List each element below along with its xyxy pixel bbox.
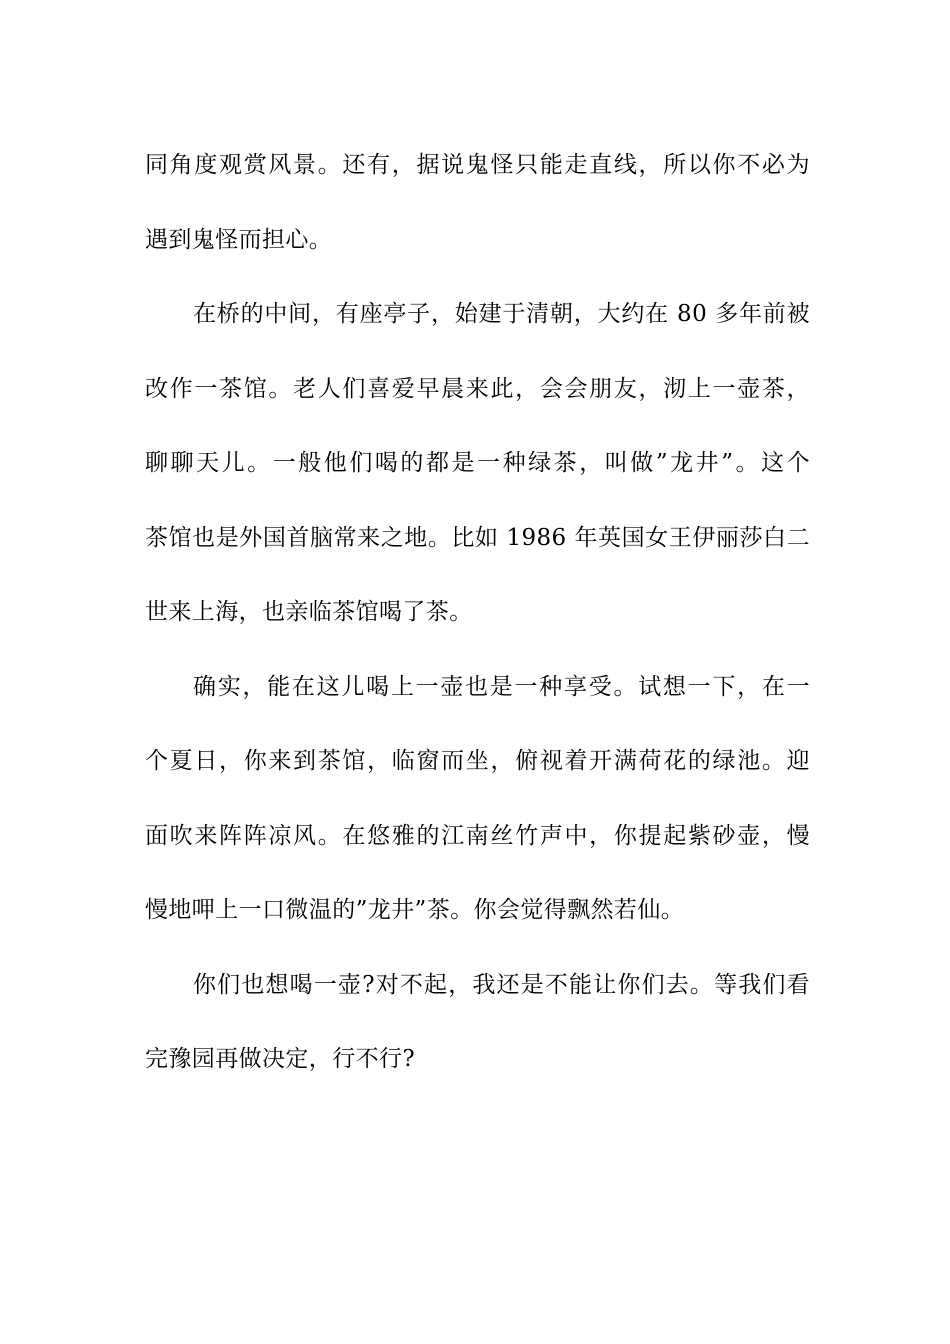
text-line: 改作一茶馆。老人们喜爱早晨来此，会会朋友，沏上一壶茶， — [145, 375, 810, 402]
paragraph-start-line: 在桥的中间，有座亭子，始建于清朝，大约在 80 多年前被 — [193, 301, 810, 327]
text-line: 茶馆也是外国首脑常来之地。比如 1986 年英国女王伊丽莎白二 — [145, 524, 810, 551]
text-line: 聊聊天儿。一般他们喝的都是一种绿茶，叫做”龙井”。这个 — [145, 450, 810, 476]
text-line: 完豫园再做决定，行不行? — [145, 1046, 416, 1072]
text-line: 慢地呷上一口微温的”龙井”茶。你会觉得飘然若仙。 — [145, 897, 685, 923]
text-line: 遇到鬼怪而担心。 — [145, 226, 333, 253]
text-line: 个夏日，你来到茶馆，临窗而坐，俯视着开满荷花的绿池。迎 — [145, 748, 810, 774]
document-body — [145, 128, 810, 1097]
paragraph-start-line: 确实，能在这儿喝上一壶也是一种享受。试想一下，在一 — [193, 673, 810, 700]
paragraph-start-line: 你们也想喝一壶?对不起，我还是不能让你们去。等我们看 — [193, 971, 810, 998]
text-line: 同角度观赏风景。还有，据说鬼怪只能走直线，所以你不必为 — [145, 152, 810, 178]
text-line: 世来上海，也亲临茶馆喝了茶。 — [145, 599, 473, 625]
text-line: 面吹来阵阵凉风。在悠雅的江南丝竹声中，你提起紫砂壶，慢 — [145, 822, 810, 849]
